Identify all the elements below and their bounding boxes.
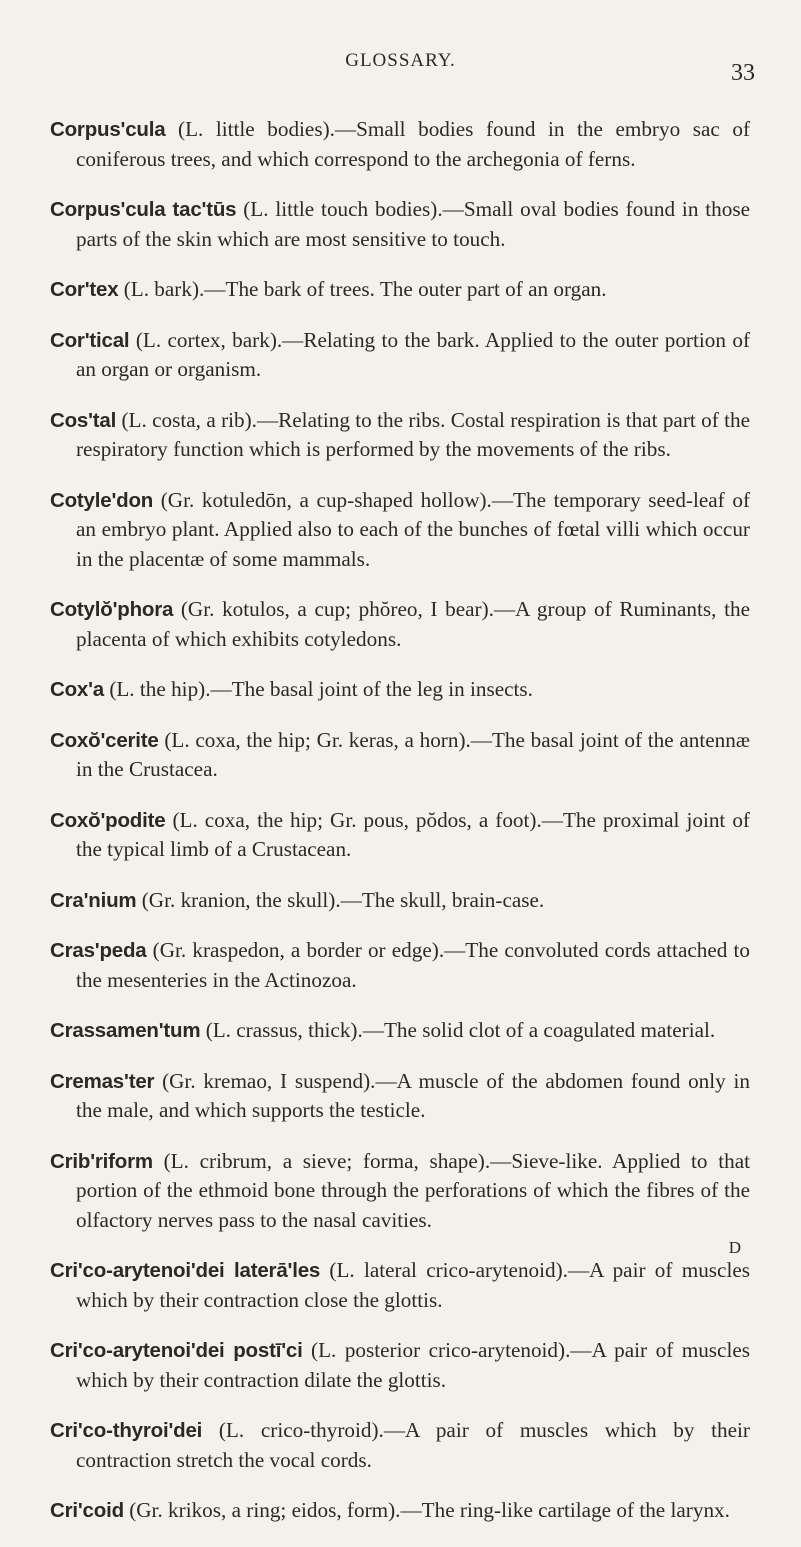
glossary-entry [50,486,750,574]
glossary-entry [50,406,750,465]
entry-term: Cremas'ter [50,1069,155,1093]
glossary-entries [50,94,750,1547]
entry-definition: (L. cortex, bark).—Relating to the bark. Applied to the outer portion of an organ or organism. [76,327,750,382]
entry-term: Corpus'cula tac'tūs [50,198,237,222]
glossary-entry [50,1256,750,1315]
glossary-entry [50,1416,750,1475]
glossary-entry [50,1336,750,1395]
glossary-entry [50,806,750,865]
glossary-entry [50,1147,750,1235]
entry-term: Cor'tex [50,278,119,302]
entry-term: Cotylŏ'phora [50,598,174,622]
entry-term: Cri'co-arytenoi'dei postī'ci [50,1339,303,1363]
glossary-entry [50,195,750,254]
entry-term: Cos'tal [50,408,117,432]
entry-definition: (L. posterior crico-arytenoid).—A pair of muscles which by their contraction dilate the glottis. [76,1338,750,1392]
entry-definition: (Gr. kranion, the skull).—The skull, brain-case. [136,887,545,912]
page-number: 33 [731,60,755,86]
entry-definition: (Gr. kraspedon, a border or edge).—The convoluted cords attached to the mesenteries in the Actinozoa. [76,938,750,992]
entry-definition: (Gr. kremao, I suspend).—A muscle of the abdomen found only in the male, and which supports the testicle. [76,1068,750,1123]
glossary-entry [50,115,750,174]
entry-definition: (L. crico-thyroid).—A pair of muscles which by their contraction stretch the vocal cords. [76,1418,750,1472]
running-head: GLOSSARY. [345,50,456,71]
entry-term: Corpus'cula [50,118,166,142]
entry-term: Cox'a [50,678,105,702]
entry-term: Crib'riform [50,1149,153,1173]
glossary-entry [50,936,750,995]
entry-term: Coxŏ'podite [50,808,166,832]
entry-term: Cra'nium [50,888,137,912]
glossary-entry [50,1496,750,1525]
glossary-entry [50,275,750,304]
entry-term: Cri'co-arytenoi'dei laterā'les [50,1259,321,1283]
entry-definition: (L. costa, a rib).—Relating to the ribs. Costal respiration is that part of the respiratory function which is performed by the movements of the ribs. [76,407,750,462]
entry-term: Cor'tical [50,328,130,352]
glossary-entry [50,1016,750,1045]
entry-term: Cotyle'don [50,488,154,512]
signature-mark: D [728,1238,741,1257]
glossary-entry [50,326,750,385]
entry-definition: (Gr. kotulos, a cup; phŏreo, I bear).—A group of Ruminants, the placenta of which exhibits cotyledons. [76,597,750,651]
entry-definition: (Gr. krikos, a ring; eidos, form).—The ring-like cartilage of the larynx. [123,1498,730,1523]
entry-definition: (L. lateral crico-arytenoid).—A pair of muscles which by their contraction close the glottis. [76,1258,750,1312]
glossary-entry [50,675,750,704]
glossary-entry [50,886,750,915]
glossary-entry [50,726,750,785]
entry-definition: (L. little touch bodies).—Small oval bodies found in those parts of the skin which are most sensitive to touch. [76,197,750,251]
entry-term: Coxŏ'cerite [50,728,159,752]
entry-term: Cri'co-thyroi'dei [50,1419,203,1443]
glossary-entry [50,595,750,654]
entry-definition: (L. coxa, the hip; Gr. keras, a horn).—The basal joint of the antennæ in the Crustacea. [76,727,750,782]
entry-definition: (L. bark).—The bark of trees. The outer part of an organ. [118,277,607,302]
entry-definition: (L. cribrum, a sieve; forma, shape).—Sieve-like. Applied to that portion of the ethmoid bone through the perforations of which the fibres of the olfactory nerves pass to the nasal cavities. [76,1148,750,1232]
entry-term: Cri'coid [50,1499,124,1523]
entry-definition: (L. little bodies).—Small bodies found in the embryo sac of coniferous trees, and which correspond to the archegonia of ferns. [76,117,750,171]
entry-definition: (L. crassus, thick).—The solid clot of a coagulated material. [200,1018,716,1043]
entry-definition: (L. the hip).—The basal joint of the leg in insects. [104,677,533,702]
entry-definition: (Gr. kotuledōn, a cup-shaped hollow).—The temporary seed-leaf of an embryo plant. Applied also to each of the bunches of fœtal villi which occur in the placentæ of some mammals. [76,487,750,571]
entry-term: Cras'peda [50,939,147,963]
entry-term: Crassamen'tum [50,1019,201,1043]
glossary-entry [50,1067,750,1126]
entry-definition: (L. coxa, the hip; Gr. pous, pŏdos, a foot).—The proximal joint of the typical limb of a Crustacean. [76,807,750,862]
